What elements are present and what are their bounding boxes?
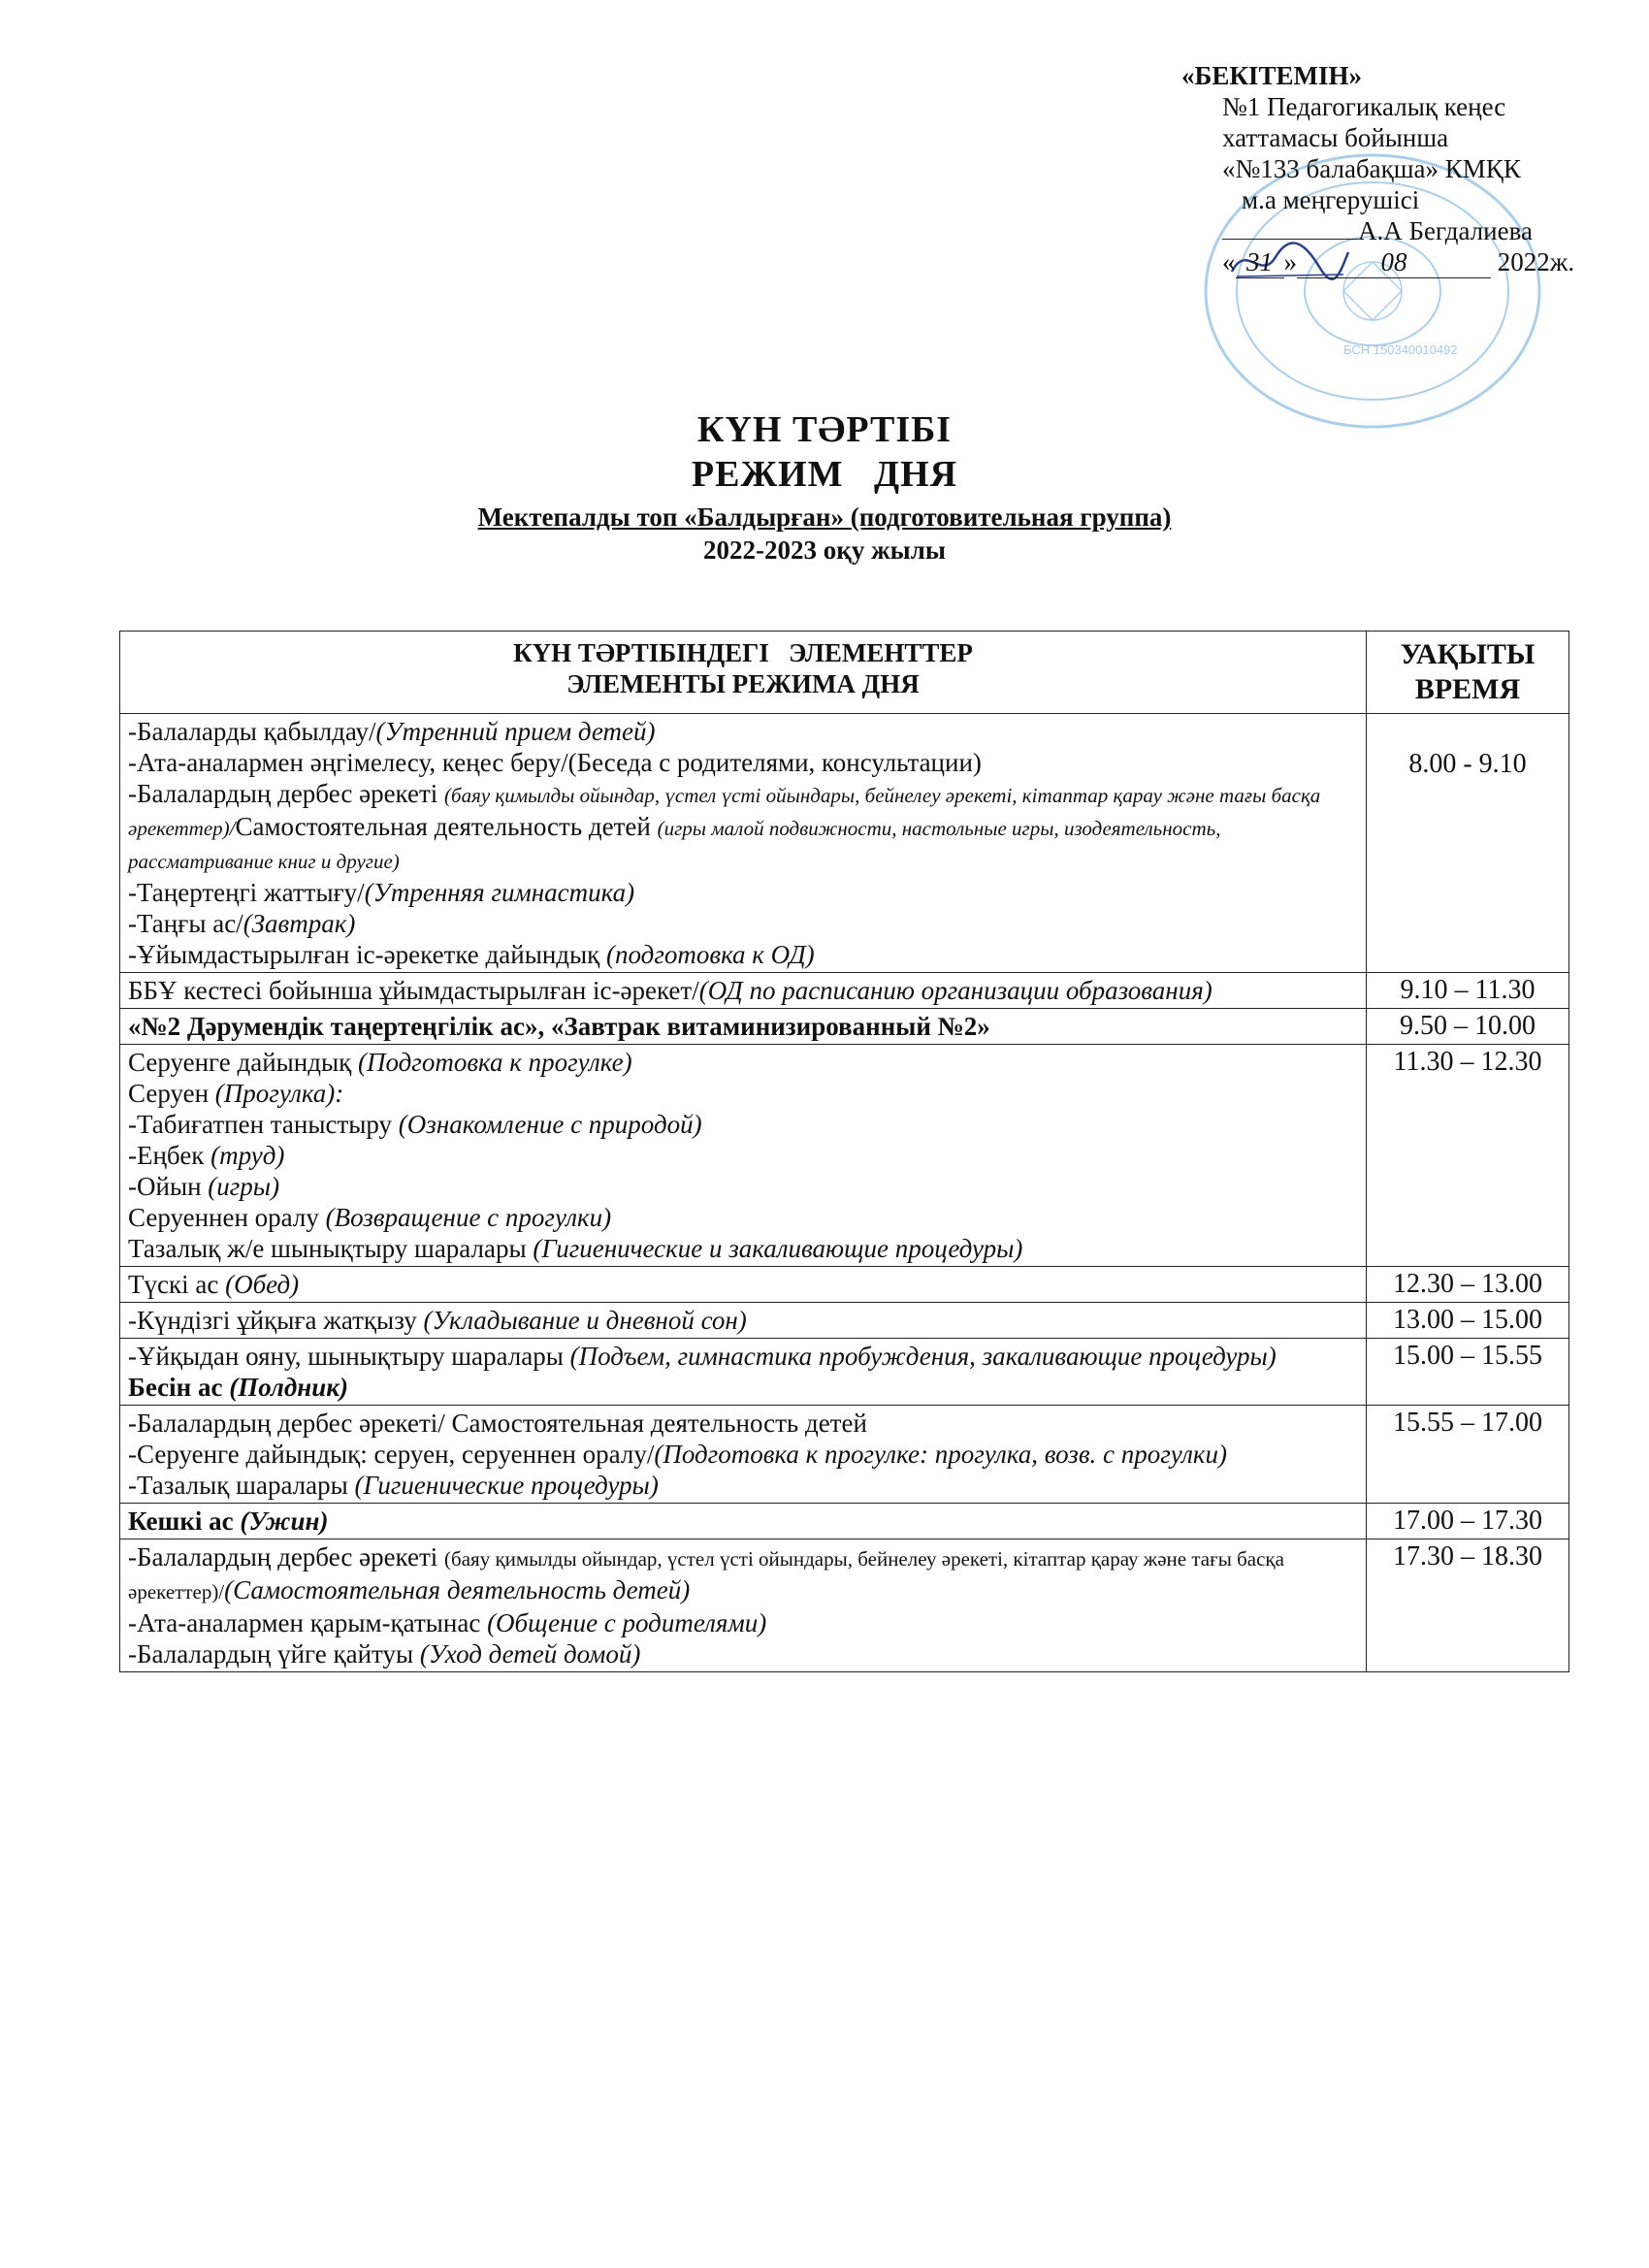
row-text-ru: (Возвращение с прогулки) — [325, 1203, 612, 1232]
row-activities — [120, 1339, 1367, 1406]
row-text-ru: (Подготовка к прогулке: прогулка, возв. с прогулки) — [654, 1440, 1227, 1469]
row-text-ru: (труд) — [210, 1141, 285, 1170]
row-text: -Ата-аналармен әңгімелесу, кеңес беру/(Беседа с родителями, консультации) — [128, 748, 982, 777]
header-time — [1367, 632, 1569, 714]
table-row — [120, 1406, 1569, 1504]
row-text-ru: (Общение с родителями) — [487, 1608, 767, 1637]
row-text-ru: (Завтрак) — [242, 909, 356, 938]
row-text-ru: (Подготовка к прогулке) — [358, 1048, 632, 1077]
row-text: ББҰ кестесі бойынша ұйымдастырылған іс-әрекет/ — [128, 976, 699, 1005]
row-activities — [120, 1504, 1367, 1539]
row-text: -Балалардың үйге қайтуы — [128, 1639, 420, 1669]
row-text: -Серуенге дайындық: серуен, серуеннен оралу/ — [128, 1440, 655, 1469]
header-time-ru: ВРЕМЯ — [1414, 673, 1521, 705]
title-year: 2022-2023 оқу жылы — [703, 535, 946, 565]
header-time-kz: УАҚЫТЫ — [1400, 638, 1536, 670]
row-text-ru: (Ознакомление с природой) — [398, 1110, 702, 1139]
table-row — [120, 1009, 1569, 1045]
row-text-ru: (Прогулка): — [214, 1079, 344, 1108]
row-text: -Еңбек — [128, 1141, 211, 1170]
row-text: -Ата-аналармен қарым-қатынас — [128, 1608, 488, 1637]
title-ru: РЕЖИМ ДНЯ — [691, 454, 958, 495]
row-time: 9.10 – 11.30 — [1367, 973, 1569, 1009]
approval-signer-line — [1181, 215, 1608, 246]
row-activities: «№2 Дәрумендік таңертеңгілік ас», «Завтрак витаминизированный №2» — [120, 1009, 1367, 1045]
row-text-ru: (Утренний прием детей) — [375, 717, 656, 746]
approval-heading: «БЕКІТЕМІН» — [1181, 61, 1362, 90]
row-time: 15.55 – 17.00 — [1367, 1406, 1569, 1504]
row-time: 17.00 – 17.30 — [1367, 1504, 1569, 1539]
title-kz: КҮН ТӘРТІБІ — [696, 409, 953, 450]
row-text: Серуен — [128, 1079, 215, 1108]
table-row — [120, 1303, 1569, 1339]
row-text: -Ойын — [128, 1172, 209, 1201]
row-text-ru: (игры) — [208, 1172, 280, 1201]
row-time: 15.00 – 15.55 — [1367, 1339, 1569, 1406]
row-text-ru: (Утренняя гимнастика) — [364, 878, 635, 907]
row-text-ru: (Ужин) — [240, 1507, 329, 1536]
row-text: -Балалардың дербес әрекеті — [128, 1542, 445, 1571]
row-text-ru: (Обед) — [225, 1270, 300, 1299]
table-row — [120, 1045, 1569, 1267]
row-text: Самостоятельная деятельность детей — [235, 812, 658, 841]
row-text: Бесін ас — [128, 1373, 230, 1402]
approval-signer: А.А Бегдалиева — [1358, 216, 1533, 245]
row-activities — [120, 714, 1367, 973]
row-time: 9.50 – 10.00 — [1367, 1009, 1569, 1045]
row-text-note: (игры малой подвижности, настольные игры, изодеятельность, рассматривание книг и другие) — [128, 817, 1221, 873]
row-text: -Балаларды қабылдау/ — [128, 717, 376, 746]
approval-date-day: 31 — [1236, 246, 1284, 278]
approval-line-1: №1 Педагогикалық кеңес — [1222, 92, 1506, 121]
table-header-row — [120, 632, 1569, 714]
row-text: -Ұйымдастырылған іс-әрекетке дайындық — [128, 940, 607, 969]
approval-line-4: м.а меңгерушісі — [1242, 185, 1420, 214]
row-text: -Балалардың дербес әрекеті/ Самостоятельная деятельность детей — [128, 1409, 867, 1438]
row-text-note: (баяу қимылды ойындар, үстел үсті ойындары, бейнелеу әрекеті, кітаптар қарау және тағы басқа әрекеттер)/ — [128, 784, 1321, 840]
stamp-text: БСН 150340010492 — [1343, 342, 1458, 357]
row-text: -Табиғатпен таныстыру — [128, 1110, 399, 1139]
row-text: Түскі ас — [128, 1270, 226, 1299]
row-text: -Күндізгі ұйқыға жатқызу — [128, 1306, 424, 1335]
schedule-table — [119, 631, 1569, 1672]
row-text: -Тазалық шаралары — [128, 1471, 355, 1500]
row-text: -Ұйқыдан ояну, шынықтыру шаралары — [128, 1342, 570, 1371]
row-text-ru: (Гигиенические процедуры) — [354, 1471, 659, 1500]
row-activities — [120, 1406, 1367, 1504]
row-time: 12.30 – 13.00 — [1367, 1267, 1569, 1303]
table-row — [120, 714, 1569, 973]
row-time: 13.00 – 15.00 — [1367, 1303, 1569, 1339]
row-text-ru: (Полдник) — [229, 1373, 348, 1402]
row-activities — [120, 1045, 1367, 1267]
header-elements-ru: ЭЛЕМЕНТЫ РЕЖИМА ДНЯ — [566, 669, 920, 698]
approval-line-3: «№133 балабақша» КМҚК — [1222, 154, 1521, 183]
table-row — [120, 1267, 1569, 1303]
row-activities — [120, 973, 1367, 1009]
row-time-value: 8.00 - 9.10 — [1408, 749, 1527, 779]
table-row — [120, 973, 1569, 1009]
header-elements-kz: КҮН ТӘРТІБІНДЕГІ ЭЛЕМЕНТТЕР — [513, 638, 973, 667]
row-activities — [120, 1303, 1367, 1339]
row-text-ru: (подготовка к ОД) — [606, 940, 815, 969]
row-text-ru: (Укладывание и дневной сон) — [423, 1306, 747, 1335]
table-row — [120, 1539, 1569, 1672]
row-text-ru: (Самостоятельная деятельность детей) — [224, 1575, 691, 1604]
row-activities — [120, 1539, 1367, 1672]
row-text-ru: (Подъем, гимнастика пробуждения, закаливающие процедуры) — [569, 1342, 1277, 1371]
table-row — [120, 1504, 1569, 1539]
row-time: 11.30 – 12.30 — [1367, 1045, 1569, 1267]
approval-date-year: 2022ж. — [1497, 247, 1575, 276]
row-text-ru: (ОД по расписанию организации образования) — [698, 976, 1212, 1005]
row-text: Серуеннен оралу — [128, 1203, 326, 1232]
row-text: Серуенге дайындық — [128, 1048, 359, 1077]
approval-block — [1181, 60, 1608, 278]
row-text: -Балалардың дербес әрекеті — [128, 779, 445, 808]
title-group: Мектепалды топ «Балдырған» (подготовительная группа) — [477, 502, 1172, 532]
row-activities — [120, 1267, 1367, 1303]
approval-date-line: « 31 » 08 2022ж. — [1222, 247, 1575, 276]
row-text: -Таңертеңгі жаттығу/ — [128, 878, 365, 907]
row-text-note: (баяу қимылды ойындар, үстел үсті ойындары, бейнелеу әрекеті, кітаптар қарау және тағы басқа әрекеттер)/ — [128, 1547, 1284, 1604]
row-text-ru: (Гигиенические и закаливающие процедуры) — [533, 1234, 1023, 1263]
row-text: Кешкі ас — [128, 1507, 241, 1536]
table-row — [120, 1339, 1569, 1406]
header-elements — [120, 632, 1367, 714]
row-text: -Таңғы ас/ — [128, 909, 243, 938]
document-title — [0, 407, 1649, 567]
row-text-ru: (Уход детей домой) — [419, 1639, 641, 1669]
row-time: 17.30 – 18.30 — [1367, 1539, 1569, 1672]
approval-line-2: хаттамасы бойынша — [1222, 123, 1449, 152]
row-time — [1367, 714, 1569, 973]
row-text: Тазалық ж/е шынықтыру шаралары — [128, 1234, 534, 1263]
approval-date-month: 08 — [1297, 246, 1491, 278]
